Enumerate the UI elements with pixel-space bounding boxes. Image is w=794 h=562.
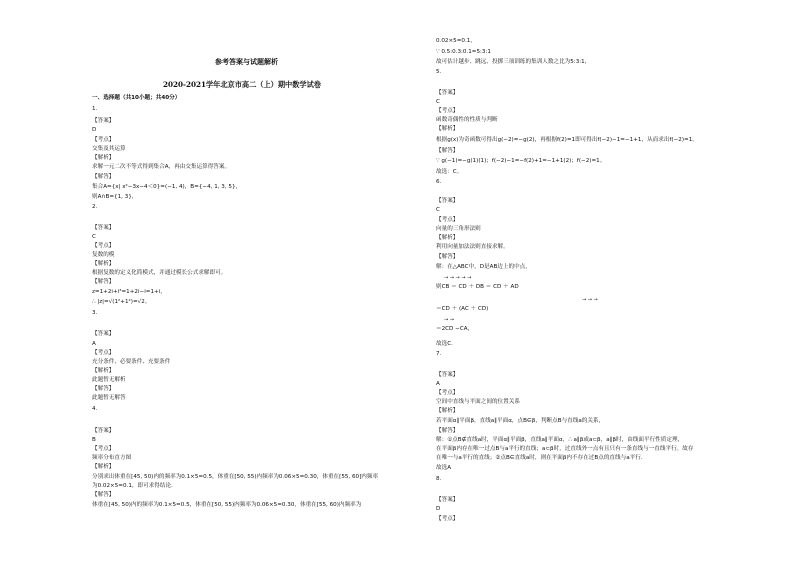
vector-arrow-marks: → → → [582, 297, 598, 303]
right-text-line: 故选：C。 [436, 169, 463, 175]
left-text-line: 【答案】 [92, 118, 115, 124]
left-text-line: 【解析】 [92, 261, 115, 267]
right-text-line: 【解析】 [436, 235, 459, 241]
right-text-line: 8. [436, 476, 442, 482]
left-text-line: 【解析】 [92, 464, 115, 470]
left-text-line: 此题暂无解析 [92, 377, 126, 383]
left-text-line: 1. [92, 106, 98, 112]
left-text-line: 【解析】 [92, 368, 115, 374]
right-text-line: 【答案】 [436, 497, 459, 503]
right-text-line: ＝CD ＋ (AC ＋ CD) [436, 306, 489, 312]
right-text-line: 6. [436, 179, 442, 185]
right-text-line: 在唯一与a平行的直线；②点B∈直线a时，则在平面β内不存在过B点的直线与a平行. [436, 455, 643, 461]
right-text-line: ＝2CD −CA， [436, 326, 474, 332]
left-text-line: z=1+2i+i³=1+2i−i=1+i， [92, 289, 166, 295]
right-text-line: 向量的三角形法则 [436, 226, 481, 232]
right-text-line: 则CB ＝ CD ＋ DB ＝ CD ＋ AD [436, 284, 519, 290]
left-text-line: 【考点】 [92, 243, 115, 249]
right-text-line: 【解析】 [436, 408, 459, 414]
left-text-line: 【考点】 [92, 137, 115, 143]
left-text-line: 【解答】 [92, 279, 115, 285]
right-text-line: 利用向量加法法则直接求解。 [436, 244, 509, 250]
left-text-line: 分别求出体重在[45, 50)内的频率为0.1×5=0.5，体重在[50, 55)内频率为0.06×5=0.30，体重在[55, 60]内频率 [92, 474, 379, 480]
left-text-line: 4. [92, 406, 98, 412]
right-text-line: 【答案】 [436, 372, 459, 378]
left-text-line: 求解一元二次不等式得到集合A，再由交集运算得答案。 [92, 164, 231, 170]
answer-title: 参考答案与试题解析 [215, 57, 278, 66]
left-text-line: 【考点】 [92, 446, 115, 452]
right-text-line: 0.02×5=0.1， [436, 38, 476, 44]
right-text-line: 【解析】 [436, 126, 459, 132]
left-text-line: 频率分布直方图 [92, 455, 132, 461]
right-text-line: C [436, 99, 440, 105]
right-text-line: 若平面α∥平面β，直线a∥平面α，点B∈β，判断点B与直线a的关系， [436, 418, 605, 424]
left-text-line: 集合A={x| x²−3x−4＜0}=(−1, 4)，B={−4, 1, 3, 5}， [92, 184, 242, 190]
left-text-line: 【答案】 [92, 331, 115, 337]
right-text-line: 【考点】 [436, 516, 459, 522]
left-text-line: 根据复数的定义化简模式，并通过模长公式求解即可。 [92, 270, 227, 276]
right-text-line: 根据g(x)为奇函数可得出g(−2)=−g(2)，再根据f(2)=1即可得出f(−2)−1=−1+1，从而求出f(−2)=1。 [436, 137, 698, 143]
left-text-line: 复数的模 [92, 252, 115, 258]
left-text-line: ∴ |z|=√(1²+1²)=√2。 [92, 299, 151, 305]
right-text-line: 函数奇偶性的性质与判断 [436, 117, 498, 123]
right-text-line: 【解答】 [436, 254, 459, 260]
left-text-line: C [92, 234, 96, 240]
left-text-line: 3. [92, 310, 98, 316]
right-text-line: 空间中直线与平面之间的位置关系 [436, 399, 520, 405]
left-text-line: 【答案】 [92, 428, 115, 434]
left-text-line: 则A∩B={1, 3}， [92, 194, 138, 200]
left-text-line: D [92, 127, 97, 133]
left-text-line: 2. [92, 204, 98, 210]
left-text-line: A [92, 341, 96, 347]
right-text-line: 【考点】 [436, 217, 459, 223]
right-text-line: 故选A [436, 465, 452, 471]
right-text-line: 【答案】 [436, 198, 459, 204]
left-text-line: 【解析】 [92, 155, 115, 161]
vector-arrow-marks: → → [444, 317, 454, 323]
right-text-line: 7. [436, 351, 442, 357]
right-text-line: C [436, 207, 440, 213]
left-text-line: 此题暂无解答 [92, 395, 126, 401]
right-text-line: 解：在△ABC中，D是AB边上的中点， [436, 264, 531, 270]
right-text-line: 【考点】 [436, 108, 459, 114]
left-text-line: 交集及其运算 [92, 146, 126, 152]
vector-arrow-marks: → → → → → [444, 275, 472, 281]
left-text-line: 【解答】 [92, 174, 115, 180]
right-text-line: 【考点】 [436, 390, 459, 396]
right-text-line: 故选C. [436, 341, 453, 347]
right-text-line: 在平面β内存在唯一过点B与a平行的直线；a⊂β时，过直线外一点有且只有一条直线与一直线平行。故存 [436, 446, 694, 452]
left-text-line: B [92, 437, 96, 443]
right-text-line: 解：①点B∉直线a时，平面α∥平面β，直线a∥平面α，∴ a∥β或a⊂β，a∥β时，由线面平行性质定理， [436, 437, 684, 443]
right-text-line: 【解答】 [436, 148, 459, 154]
left-text-line: 一、选择题（共10小题；共40分） [92, 95, 181, 101]
left-text-line: 充分条件、必要条件、充要条件 [92, 359, 171, 365]
left-text-line: 体重在[45, 50)内的频率为0.1×5=0.5，体重在[50, 55)内频率为0.06×5=0.30，体重在[55, 60)内频率为 [92, 502, 362, 508]
left-text-line: 为0.02×5=0.1，即可求得结论. [92, 483, 173, 489]
left-text-line: 【解答】 [92, 386, 115, 392]
exam-title: 2020-2021学年北京市高二（上）期中数学试卷 [163, 80, 321, 89]
right-text-line: ∵ g(−1)=−g(1)(1)；f(−2)−1=−f(2)+1=−1+1(2)；f(−2)=1。 [436, 158, 606, 164]
right-text-line: 故可估计越步、跳远、投掷三项训练的集训人数之比为5:3:1， [436, 59, 591, 65]
right-text-line: D [436, 506, 441, 512]
right-text-line: A [436, 381, 440, 387]
right-text-line: ∵ 0.5:0.3:0.1=5:3:1 [436, 49, 491, 55]
left-text-line: 【答案】 [92, 225, 115, 231]
right-text-line: 【答案】 [436, 90, 459, 96]
right-text-line: 【解答】 [436, 428, 459, 434]
left-text-line: 【考点】 [92, 350, 115, 356]
left-text-line: 【解答】 [92, 492, 115, 498]
right-text-line: 5. [436, 69, 442, 75]
